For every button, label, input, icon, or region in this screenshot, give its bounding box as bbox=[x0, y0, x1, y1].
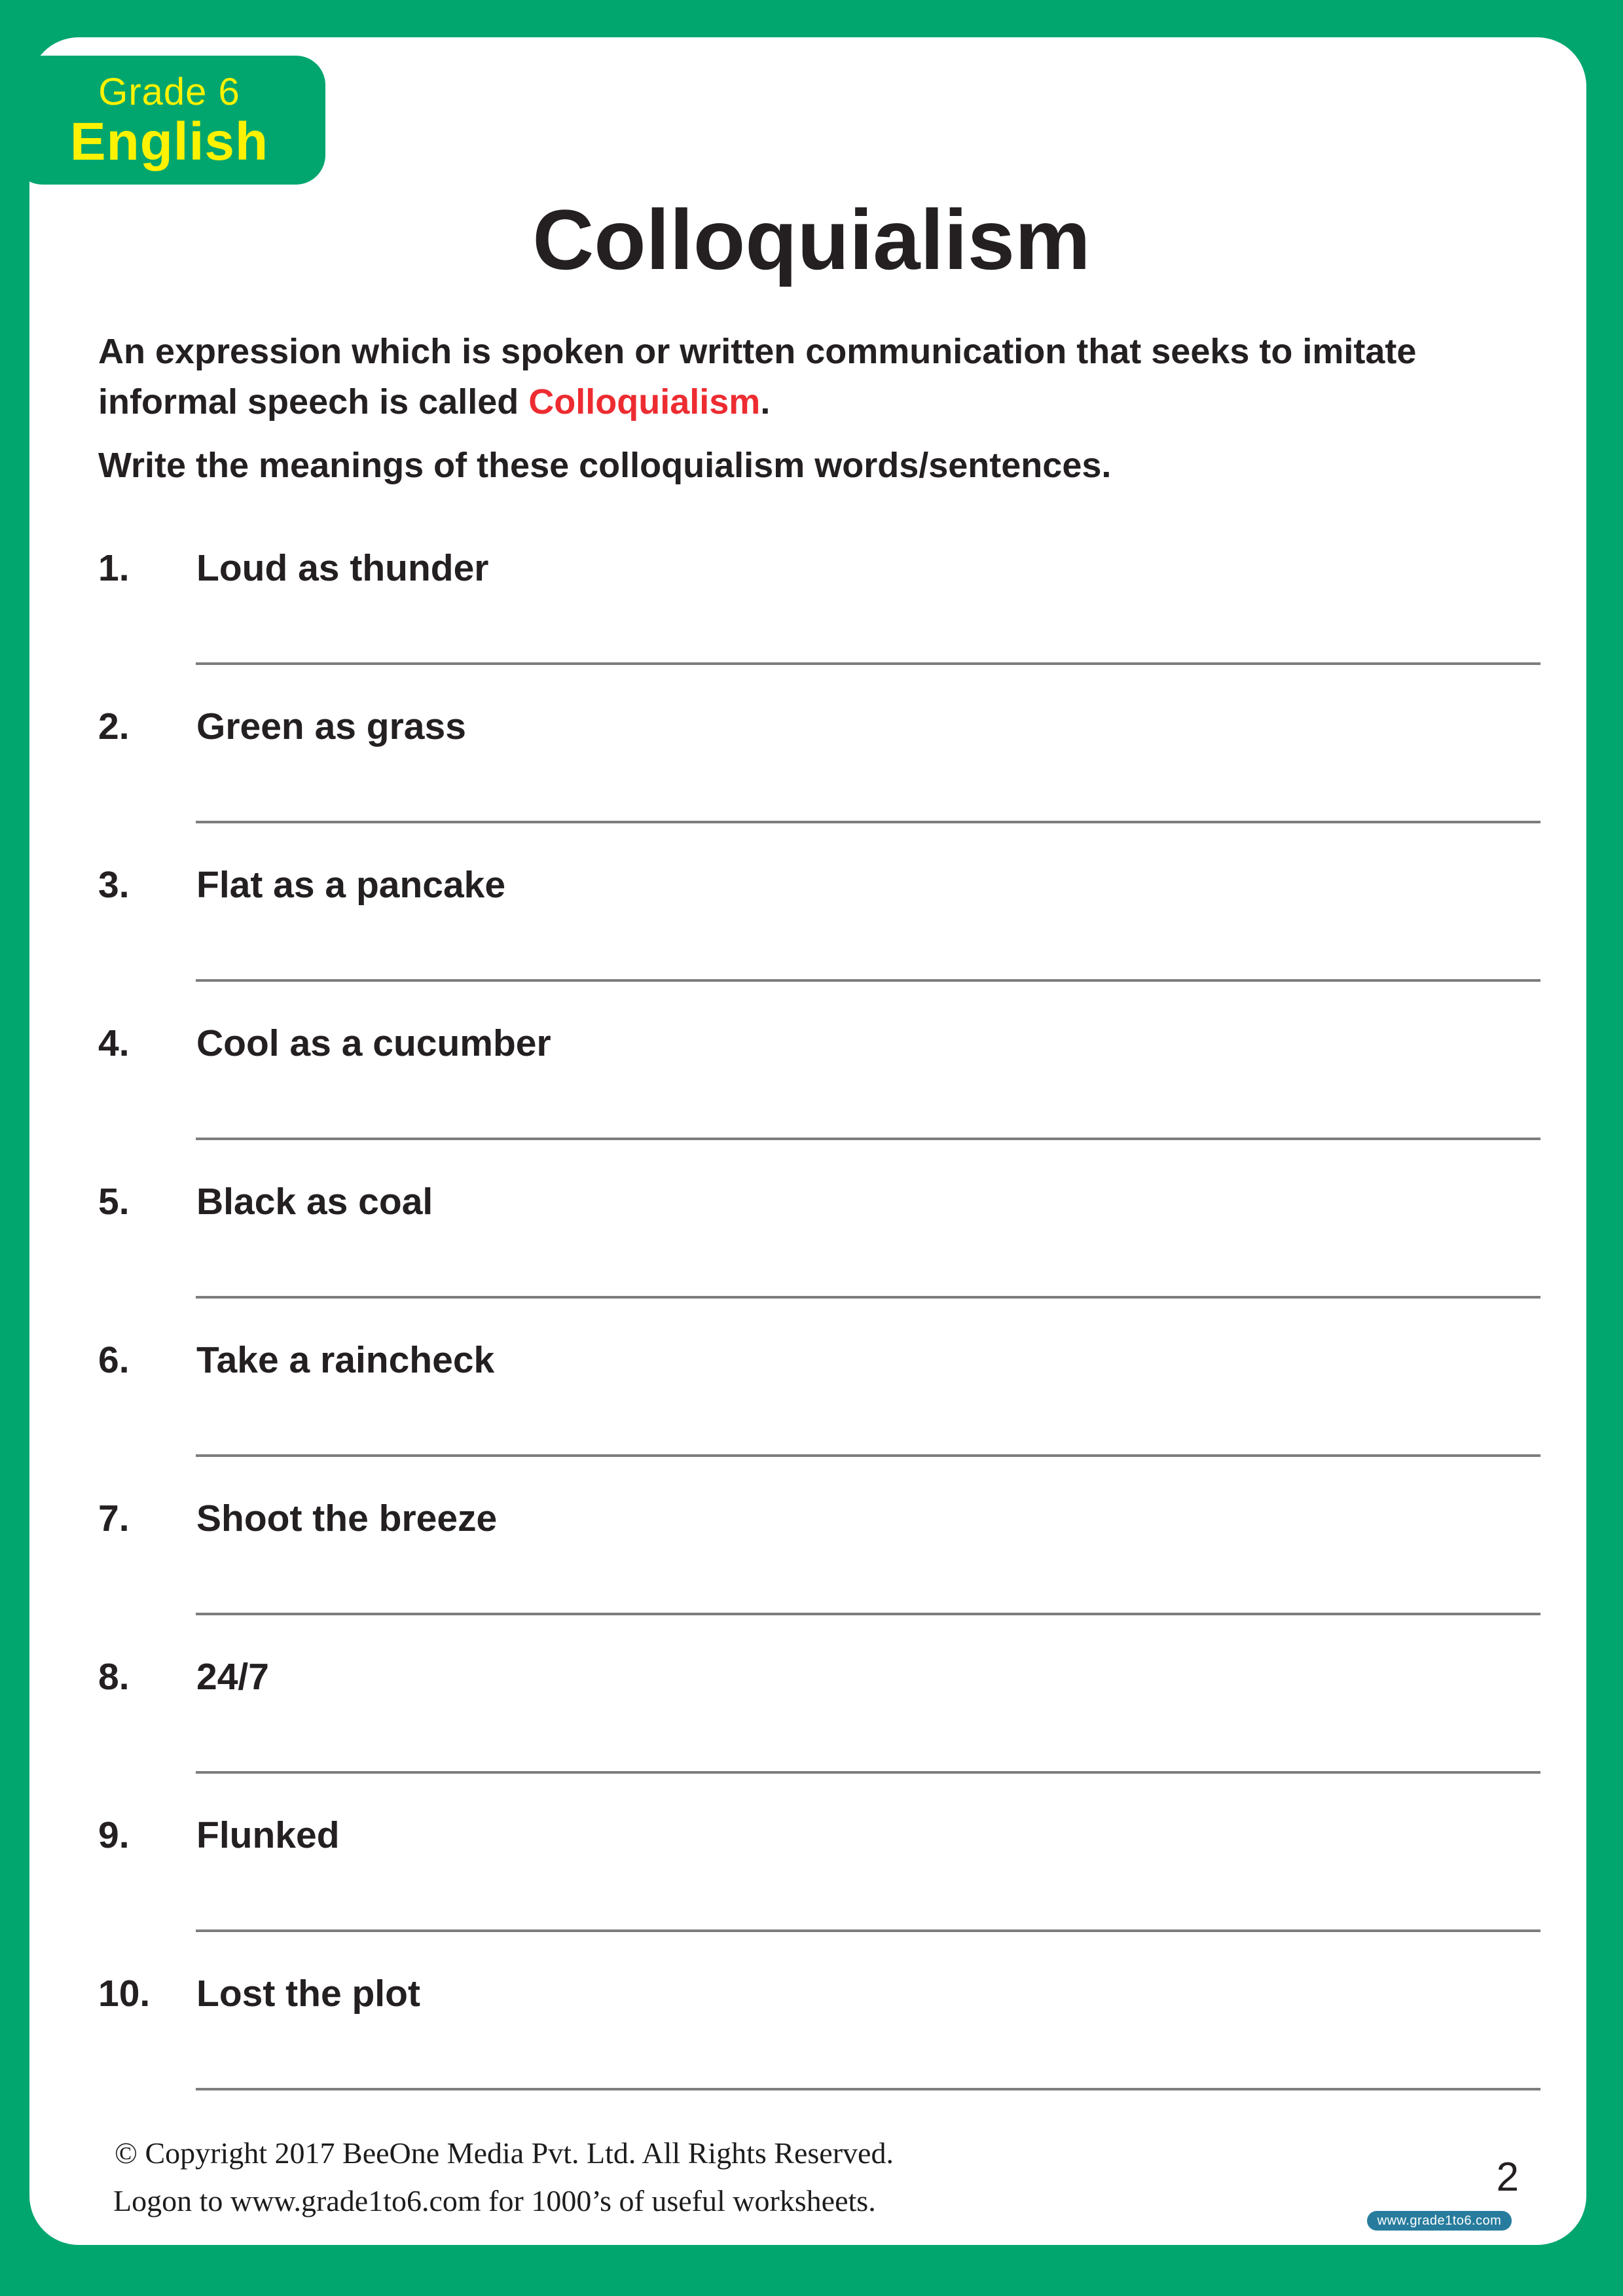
logon-text: Logon to www.grade1to6.com for 1000’s of useful worksheets. bbox=[113, 2184, 876, 2217]
page-number: 2 bbox=[1496, 2155, 1519, 2200]
item-number: 9. bbox=[98, 1814, 130, 1856]
copyright-text: © Copyright 2017 BeeOne Media Pvt. Ltd. All Rights Reserved. bbox=[115, 2136, 894, 2170]
site-url-badge: www.grade1to6.com bbox=[1367, 2211, 1512, 2231]
answer-line bbox=[196, 821, 1541, 823]
item-text: Shoot the breeze bbox=[196, 1498, 498, 1539]
item-number: 7. bbox=[98, 1498, 130, 1539]
grade-badge bbox=[13, 56, 325, 185]
grade-label: Grade 6 bbox=[98, 70, 240, 113]
instruction-line: Write the meanings of these colloquialism words/sentences. bbox=[98, 446, 1112, 485]
item-text: Black as coal bbox=[196, 1181, 433, 1223]
subject-label: English bbox=[69, 112, 269, 172]
item-text: Flunked bbox=[196, 1814, 340, 1856]
intro-line-2-suffix: . bbox=[760, 382, 771, 422]
item-text: 24/7 bbox=[196, 1656, 269, 1698]
intro-line-2-prefix: informal speech is called bbox=[98, 382, 529, 422]
item-text: Lost the plot bbox=[196, 1973, 420, 2015]
answer-line bbox=[196, 1613, 1541, 1615]
item-number: 2. bbox=[98, 706, 130, 747]
intro-line-1: An expression which is spoken or written communication that seeks to imitate bbox=[98, 332, 1417, 371]
item-number: 8. bbox=[98, 1656, 130, 1698]
answer-line bbox=[196, 2088, 1541, 2090]
item-number: 4. bbox=[98, 1022, 130, 1064]
item-text: Green as grass bbox=[196, 706, 466, 747]
answer-line bbox=[196, 1454, 1541, 1457]
item-text: Take a raincheck bbox=[196, 1339, 495, 1381]
item-text: Cool as a cucumber bbox=[196, 1022, 551, 1064]
answer-line bbox=[196, 1771, 1541, 1774]
item-number: 6. bbox=[98, 1339, 130, 1381]
item-number: 3. bbox=[98, 864, 130, 906]
item-text: Loud as thunder bbox=[196, 547, 489, 589]
page-title: Colloquialism bbox=[532, 192, 1091, 287]
item-number: 10. bbox=[98, 1973, 151, 2015]
answer-line bbox=[196, 662, 1541, 665]
answer-line bbox=[196, 979, 1541, 982]
answer-line bbox=[196, 1929, 1541, 1932]
item-text: Flat as a pancake bbox=[196, 864, 506, 906]
answer-line bbox=[196, 1138, 1541, 1140]
item-number: 5. bbox=[98, 1181, 130, 1223]
intro-line-2 bbox=[98, 384, 770, 420]
answer-line bbox=[196, 1296, 1541, 1299]
item-number: 1. bbox=[98, 547, 130, 589]
intro-keyword-highlight: Colloquialism bbox=[528, 382, 761, 422]
